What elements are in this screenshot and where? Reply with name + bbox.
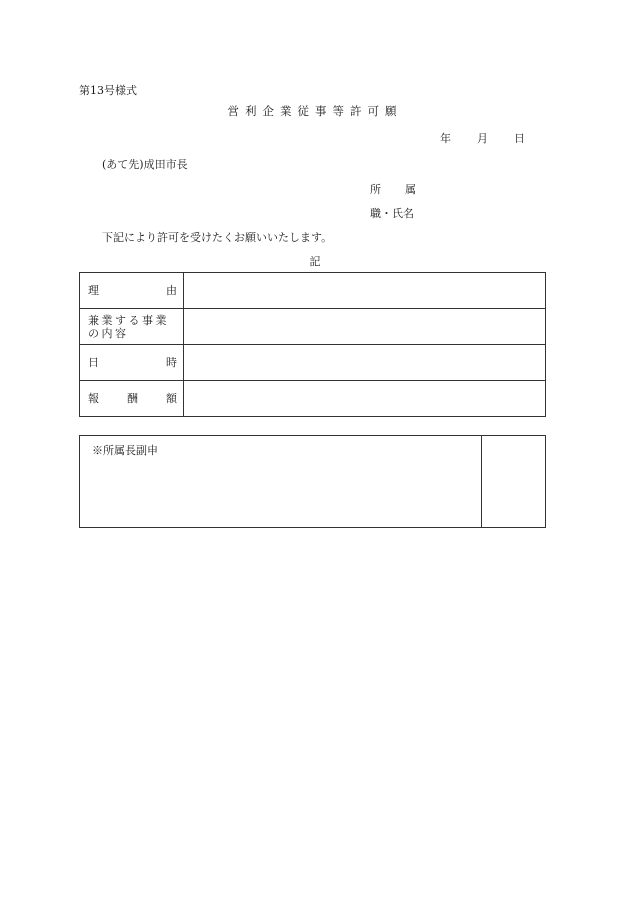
ki-heading: 記	[309, 255, 321, 268]
row-label	[80, 381, 184, 417]
datetime-field[interactable]	[184, 345, 546, 381]
compensation-field[interactable]	[184, 381, 546, 417]
reason-label: 理由	[88, 284, 177, 297]
table-row	[80, 381, 546, 417]
document-title: 営利企業従事等許可願	[227, 104, 403, 118]
business-content-field[interactable]	[184, 309, 546, 345]
affiliation-row	[370, 181, 416, 197]
name-row	[370, 205, 414, 221]
form-number: 第13号様式	[79, 84, 137, 97]
row-label	[80, 345, 184, 381]
reason-field[interactable]	[184, 273, 546, 309]
date-line	[440, 130, 525, 146]
datetime-label: 日時	[88, 356, 177, 369]
name-label: 職・氏名	[370, 207, 414, 220]
date-day-label: 日	[514, 132, 525, 145]
business-content-label: 兼業する事業の内容	[88, 313, 169, 340]
supervisor-approval-box	[79, 435, 546, 528]
row-label	[80, 309, 184, 345]
request-text: 下記により許可を受けたくお願いいたします。	[102, 231, 333, 244]
addressee: (あて先)成田市長	[102, 158, 188, 171]
table-row	[80, 309, 546, 345]
supervisor-note[interactable]	[80, 436, 482, 528]
table-row	[80, 345, 546, 381]
affiliation-label: 所属	[370, 183, 416, 196]
supervisor-note-label: ※所属長副申	[92, 444, 158, 457]
details-table	[79, 272, 546, 417]
date-year-label: 年	[440, 132, 451, 145]
table-row	[80, 273, 546, 309]
date-month-label: 月	[477, 132, 488, 145]
approval-stamp-box[interactable]	[482, 436, 546, 528]
row-label	[80, 273, 184, 309]
compensation-label: 報酬額	[88, 392, 177, 405]
